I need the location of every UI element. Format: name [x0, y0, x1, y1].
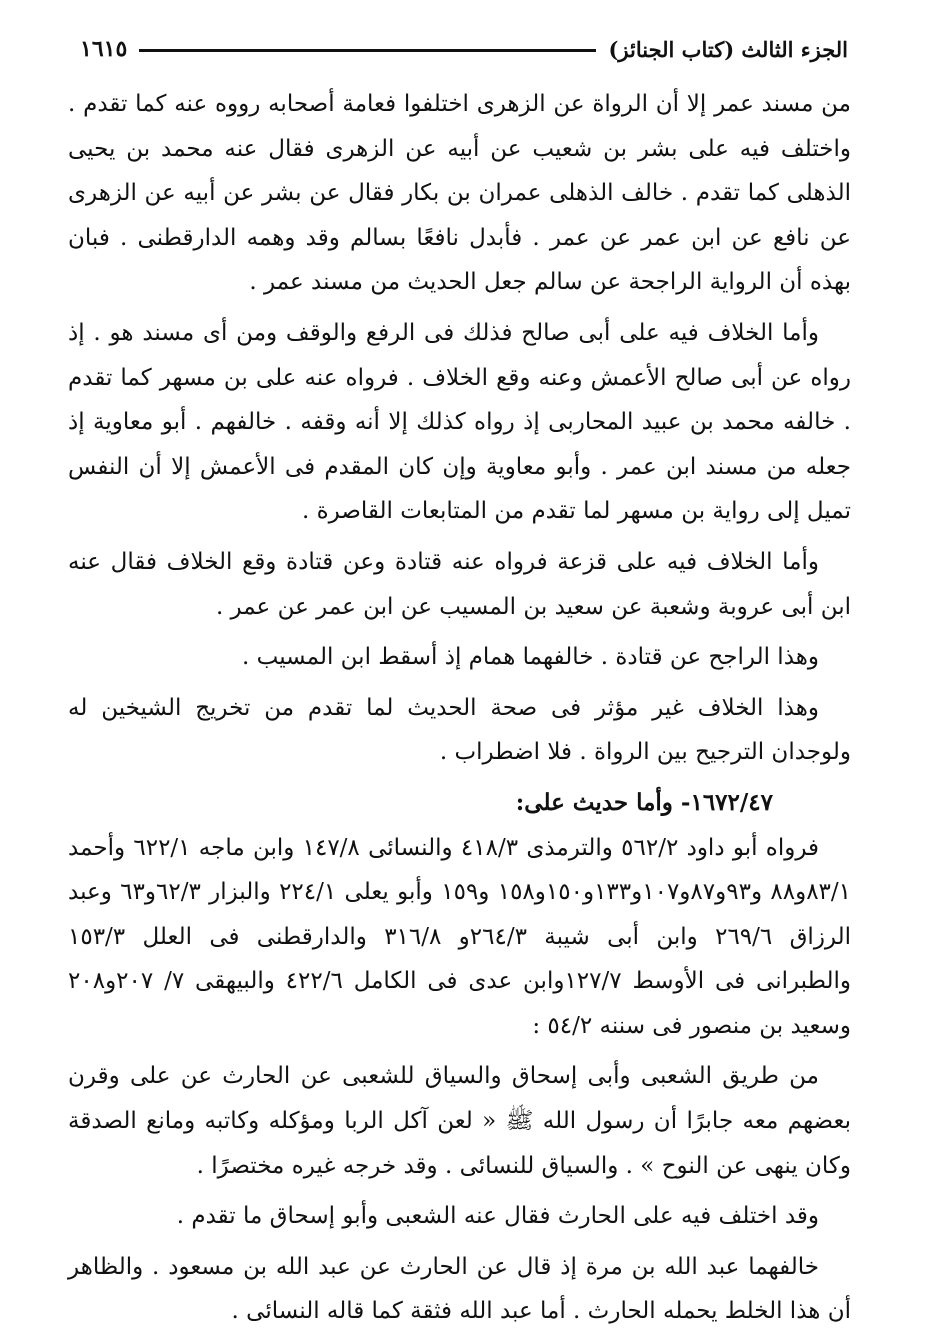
paragraph: وهذا الخلاف غير مؤثر فى صحة الحديث لما تقدم من تخريج الشيخين له ولوجدان الترجيح بين الرواة . فلا اضطراب . — [68, 694, 851, 766]
paragraph: وأما الخلاف فيه على قزعة فرواه عنه قتادة وعن قتادة وقع الخلاف فقال عنه ابن أبى عروبة وشعبة عن سعيد بن المسيب عن ابن عمر عن عمر . — [68, 548, 851, 620]
paragraph: من مسند عمر إلا أن الرواة عن الزهرى اختلفوا فعامة أصحابه رووه عنه كما تقدم . واختلف فيه على بشر بن شعيب عن أبيه عن الزهرى فقال عنه محمد بن يحيى الذهلى كما تقدم . خالف الذهلى عمران بن بكار فقال عن بشر عن أبيه عن الزهرى عن نافع عن ابن عمر عن عمر . فأبدل نافعًا بسالم وقد وهمه الدارقطنى . فبان بهذه أن الرواية الراجحة عن سالم جعل الحديث من مسند عمر . — [68, 91, 851, 296]
paragraph: خالفهما عبد الله بن مرة إذ قال عن الحارث عن عبد الله بن مسعود . والظاهر أن هذا الخلط يحمله الحارث . أما عبد الله فثقة كما قاله النسائى . — [68, 1253, 851, 1325]
paragraph: وهذا الراجح عن قتادة . خالفهما همام إذ أسقط ابن المسيب . — [242, 644, 819, 671]
section-heading: ١٦٧٢/٤٧- وأما حديث على: — [515, 788, 773, 816]
paragraph: وأما الخلاف فيه على أبى صالح فذلك فى الرفع والوقف ومن أى مسند هو . إذ رواه عن أبى صالح الأعمش وعنه وقع الخلاف . فرواه عنه على بن مسهر كما تقدم . خالفه محمد بن عبيد المحاربى إذ رواه كذلك إلا أنه وقفه . خالفهم . أبو معاوية إذ جعله من مسند ابن عمر . وأبو معاوية وإن كان المقدم فى الأعمش إلا أن النفس تميل إلى رواية بن مسهر لما تقدم من المتابعات القاصرة . — [68, 319, 851, 525]
header-rule — [139, 49, 596, 52]
paragraph: من طريق الشعبى وأبى إسحاق والسياق للشعبى عن الحارث عن على وقرن بعضهم معه جابرًا أن رسول الله ﷺ « لعن آكل الربا ومؤكله وكاتبه ومانع الصدقة وكان ينهى عن النوح » . والسياق للنسائى . وقد خرجه غيره مختصرًا . — [68, 1063, 851, 1179]
page-header — [80, 32, 848, 66]
paragraph: وقد اختلف فيه على الحارث فقال عنه الشعبى وأبو إسحاق ما تقدم . — [176, 1203, 819, 1230]
running-title: الجزء الثالث (كتاب الجنائز) — [608, 36, 848, 62]
paragraph: فرواه أبو داود ٥٦٢/٢ والترمذى ٤١٨/٣ والنسائى ١٤٧/٨ وابن ماجه ٦٢٢/١ وأحمد ٨٣/١و٨٨ و٩٣و٨٧و١٠٧و١٣٣و١٥٠و١٥٨ و١٥٩ وأبو يعلى ٢٢٤/١ والبزار ٦٢/٣و٦٣ وعبد الرزاق ٢٦٩/٦ وابن أبى شيبة ٢٦٤/٣و ٣١٦/٨ والدارقطنى فى العلل ١٥٣/٣ والطبرانى فى الأوسط ١٢٧/٧وابن عدى فى الكامل ٤٢٢/٦ والبيهقى ٧/ ٢٠٧و٢٠٨ وسعيد بن منصور فى سننه ٥٤/٢ : — [68, 834, 852, 1039]
body-text — [68, 82, 851, 1340]
page-number: ١٦١٥ — [80, 36, 128, 62]
